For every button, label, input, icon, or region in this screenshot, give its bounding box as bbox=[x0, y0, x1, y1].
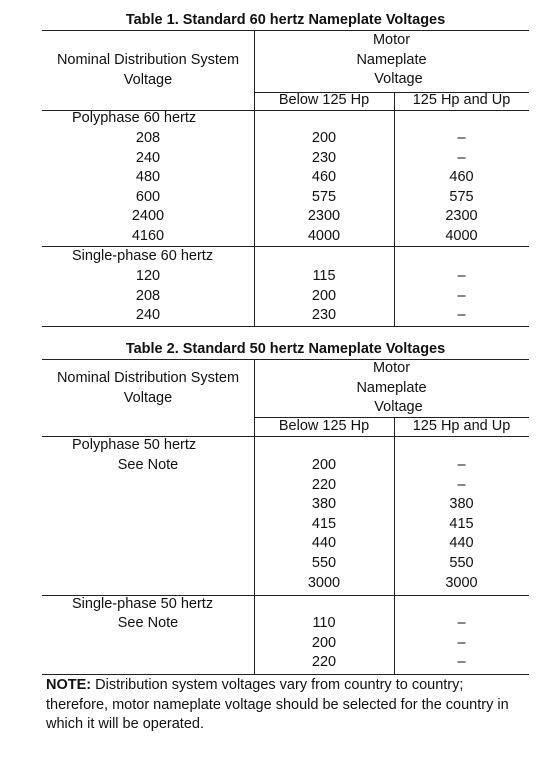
motor-voltage-header: Motor Nameplate Voltage bbox=[356, 360, 427, 415]
below-125hp-cell: 200 bbox=[311, 287, 337, 304]
125hp-and-up-cell: 4000 bbox=[445, 228, 478, 244]
nominal-voltage-cell: 4160 bbox=[131, 228, 165, 244]
singlephase-50-label: Single-phase 50 hertz bbox=[72, 596, 214, 612]
nominal-voltage-header: Nominal Distribution System Voltage bbox=[56, 370, 240, 406]
125hp-and-up-cell: 380 bbox=[449, 496, 474, 513]
125hp-and-up-cell: 460 bbox=[449, 169, 474, 186]
125hp-and-up-cell: 575 bbox=[449, 188, 474, 205]
125hp-and-up-cell: 550 bbox=[449, 555, 474, 571]
nominal-voltage-cell: See Note bbox=[117, 615, 179, 631]
polyphase-50-label: Polyphase 50 hertz bbox=[72, 437, 197, 453]
125hp-and-up-cell: – bbox=[457, 287, 466, 304]
below-125hp-cell: 3000 bbox=[307, 574, 341, 591]
below-125hp-cell: 220 bbox=[311, 654, 337, 671]
motor-voltage-header: Motor Nameplate Voltage bbox=[356, 32, 427, 87]
below-125hp-cell: 4000 bbox=[307, 228, 341, 244]
below-125hp-cell: 2300 bbox=[307, 208, 341, 225]
below-125hp-cell: 230 bbox=[311, 307, 337, 324]
nominal-voltage-cell: 240 bbox=[135, 307, 161, 324]
below-125hp-header: Below 125 Hp bbox=[278, 92, 370, 108]
125hp-and-up-cell: – bbox=[457, 654, 466, 671]
125hp-and-up-cell: – bbox=[457, 615, 466, 631]
note bbox=[46, 676, 516, 735]
below-125hp-header: Below 125 Hp bbox=[278, 418, 370, 434]
divider bbox=[42, 326, 529, 327]
125hp-and-up-cell: – bbox=[457, 476, 466, 493]
125hp-and-up-cell: – bbox=[457, 634, 466, 651]
nominal-voltage-cell: 208 bbox=[135, 130, 161, 146]
below-125hp-cell: 380 bbox=[311, 496, 337, 513]
125hp-and-up-cell: 415 bbox=[449, 515, 474, 532]
below-125hp-cell: 110 bbox=[312, 615, 336, 631]
table-2 bbox=[42, 340, 529, 674]
nominal-voltage-cell: 208 bbox=[135, 287, 161, 304]
below-125hp-cell: 440 bbox=[311, 535, 337, 552]
polyphase-60-label: Polyphase 60 hertz bbox=[72, 110, 197, 126]
below-125hp-cell: 460 bbox=[311, 169, 337, 186]
below-125hp-cell: 575 bbox=[311, 188, 337, 205]
125hp-and-up-cell: – bbox=[457, 130, 466, 146]
table-1-title: Table 1. Standard 60 hertz Nameplate Voltages bbox=[125, 12, 446, 28]
125hp-and-up-cell: – bbox=[457, 457, 466, 473]
note-text: Distribution system voltages vary from country to country; therefore, motor nameplate voltage should be selected for the country in which it will be operated. bbox=[46, 677, 509, 732]
125hp-and-up-cell: 440 bbox=[449, 535, 474, 552]
nominal-voltage-cell: 240 bbox=[135, 149, 161, 166]
nominal-voltage-cell: 480 bbox=[135, 169, 161, 186]
125hp-and-up-header: 125 Hp and Up bbox=[412, 92, 511, 108]
nominal-voltage-cell: 600 bbox=[135, 188, 161, 205]
125hp-and-up-cell: – bbox=[457, 268, 466, 284]
125hp-and-up-cell: 2300 bbox=[445, 208, 478, 225]
below-125hp-cell: 115 bbox=[312, 268, 336, 284]
below-125hp-cell: 230 bbox=[311, 149, 337, 166]
table-1 bbox=[42, 11, 529, 326]
nominal-voltage-cell: 2400 bbox=[131, 208, 165, 225]
nominal-voltage-header: Nominal Distribution System Voltage bbox=[56, 52, 240, 88]
125hp-and-up-cell: – bbox=[457, 149, 466, 166]
below-125hp-cell: 415 bbox=[311, 515, 337, 532]
125hp-and-up-cell: 3000 bbox=[445, 574, 478, 591]
below-125hp-cell: 200 bbox=[311, 634, 337, 651]
below-125hp-cell: 200 bbox=[311, 457, 337, 473]
below-125hp-cell: 200 bbox=[311, 130, 337, 146]
note-label: NOTE: bbox=[46, 677, 92, 693]
singlephase-60-label: Single-phase 60 hertz bbox=[72, 248, 214, 264]
125hp-and-up-cell: – bbox=[457, 307, 466, 324]
table-2-title: Table 2. Standard 50 hertz Nameplate Voltages bbox=[125, 341, 446, 357]
divider bbox=[42, 674, 529, 675]
below-125hp-cell: 550 bbox=[311, 555, 337, 571]
nominal-voltage-cell: See Note bbox=[117, 457, 179, 473]
nominal-voltage-cell: 120 bbox=[135, 268, 161, 284]
125hp-and-up-header: 125 Hp and Up bbox=[412, 418, 511, 434]
below-125hp-cell: 220 bbox=[311, 476, 337, 493]
